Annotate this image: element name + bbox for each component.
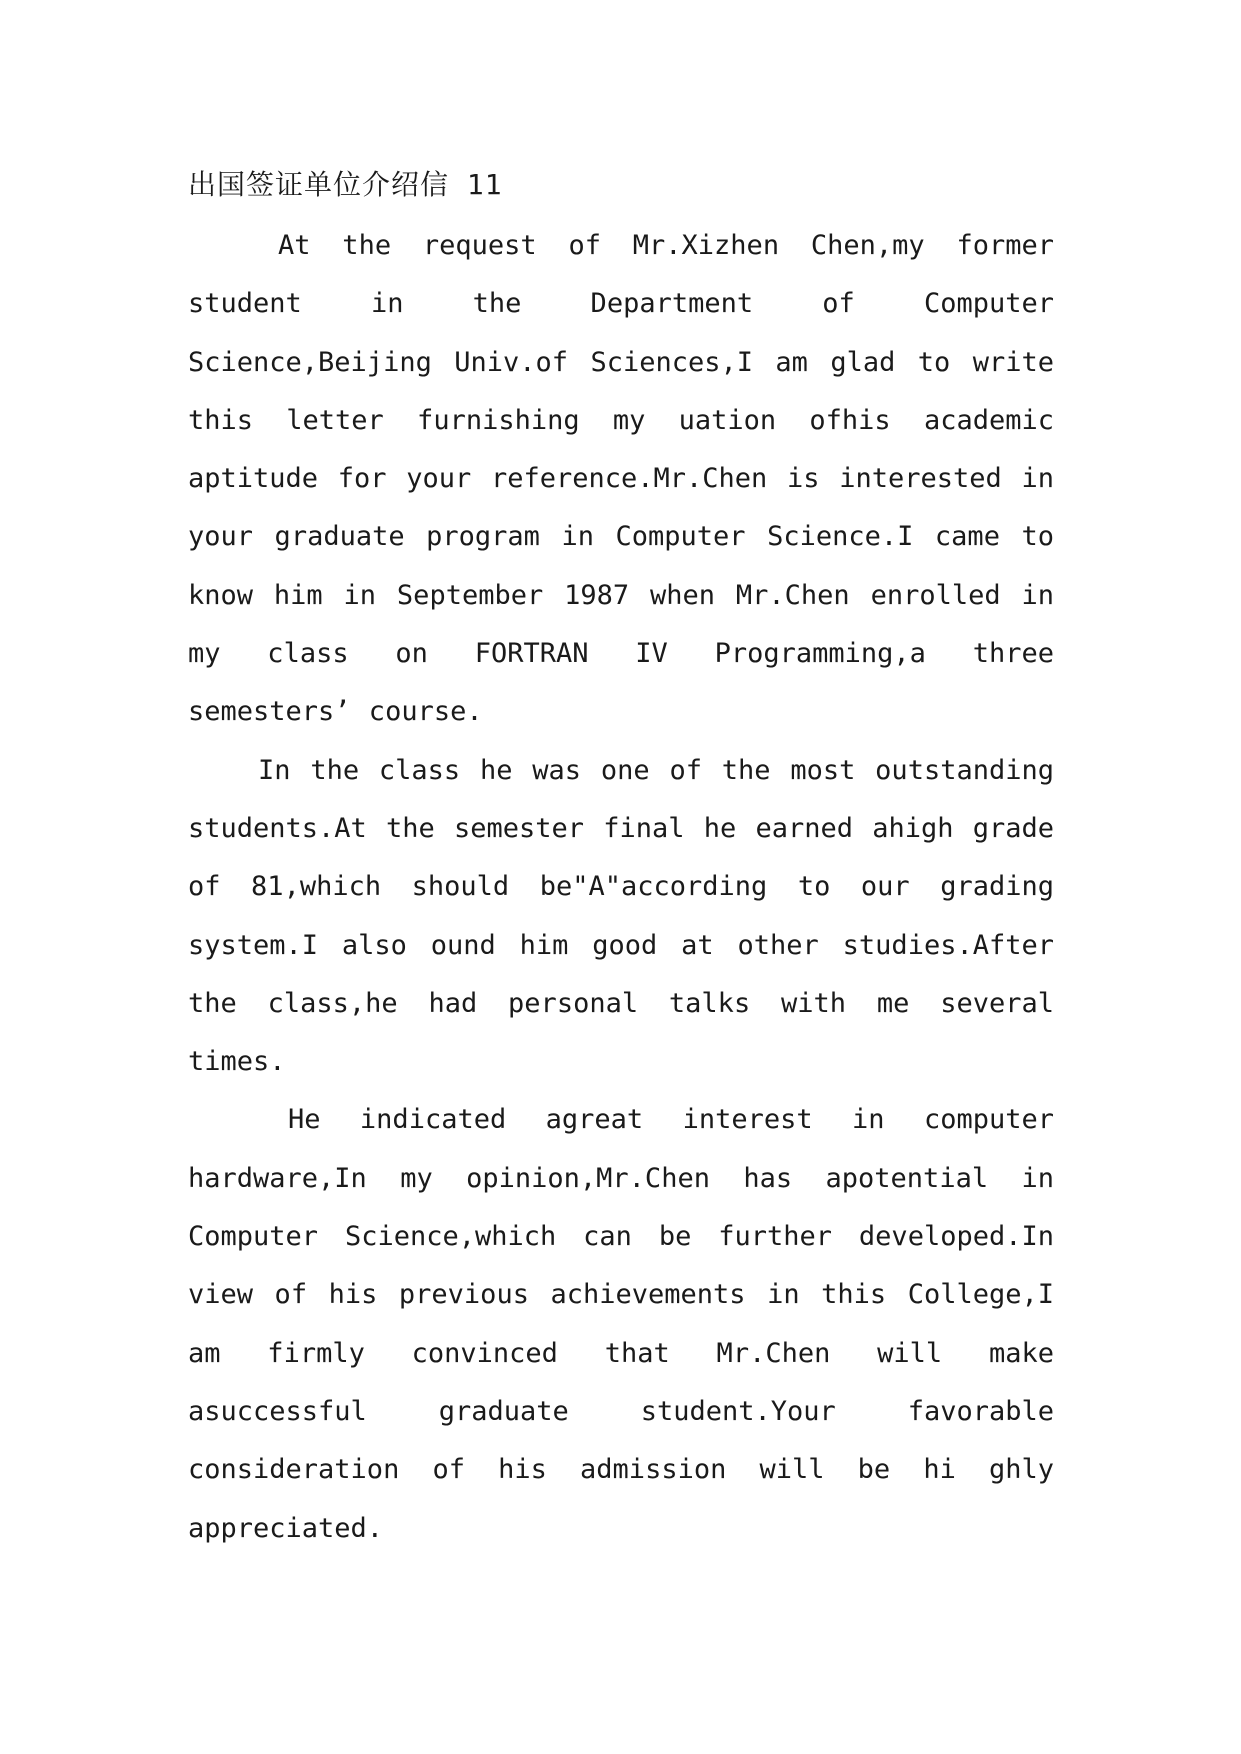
paragraph-recommendation: He indicated agreat interest in computer hardware,In my opinion,Mr.Chen has apotential in Computer Science,which can be further developed.In view of his previous achievements in this College,I am firmly convinced that Mr.Chen will make asuccessful graduate student.Your favorable consideration of his admission will be hi ghly appreciated. — [188, 1104, 1054, 1544]
paragraph-request: At the request of Mr.Xizhen Chen,my former student in the Department of Computer Science,Beijing Univ.of Sciences,I am glad to write this letter furnishing my uation ofhis academic aptitude for your reference.Mr.Chen is interested in your graduate program in Computer Science.I came to know him in September 1987 when Mr.Chen enrolled in my class on FORTRAN IV Programming,a three semesters’ course. — [188, 230, 1054, 728]
document-title: 出国签证单位介绍信 11 — [188, 168, 503, 201]
letter-body — [188, 165, 1054, 1558]
paragraph-performance: In the class he was one of the most outstanding students.At the semester final he earned ahigh grade of 81,which should be"A"according to our grading system.I also ound him good at other studies.After the class,he had personal talks with me several times. — [188, 754, 1054, 1078]
